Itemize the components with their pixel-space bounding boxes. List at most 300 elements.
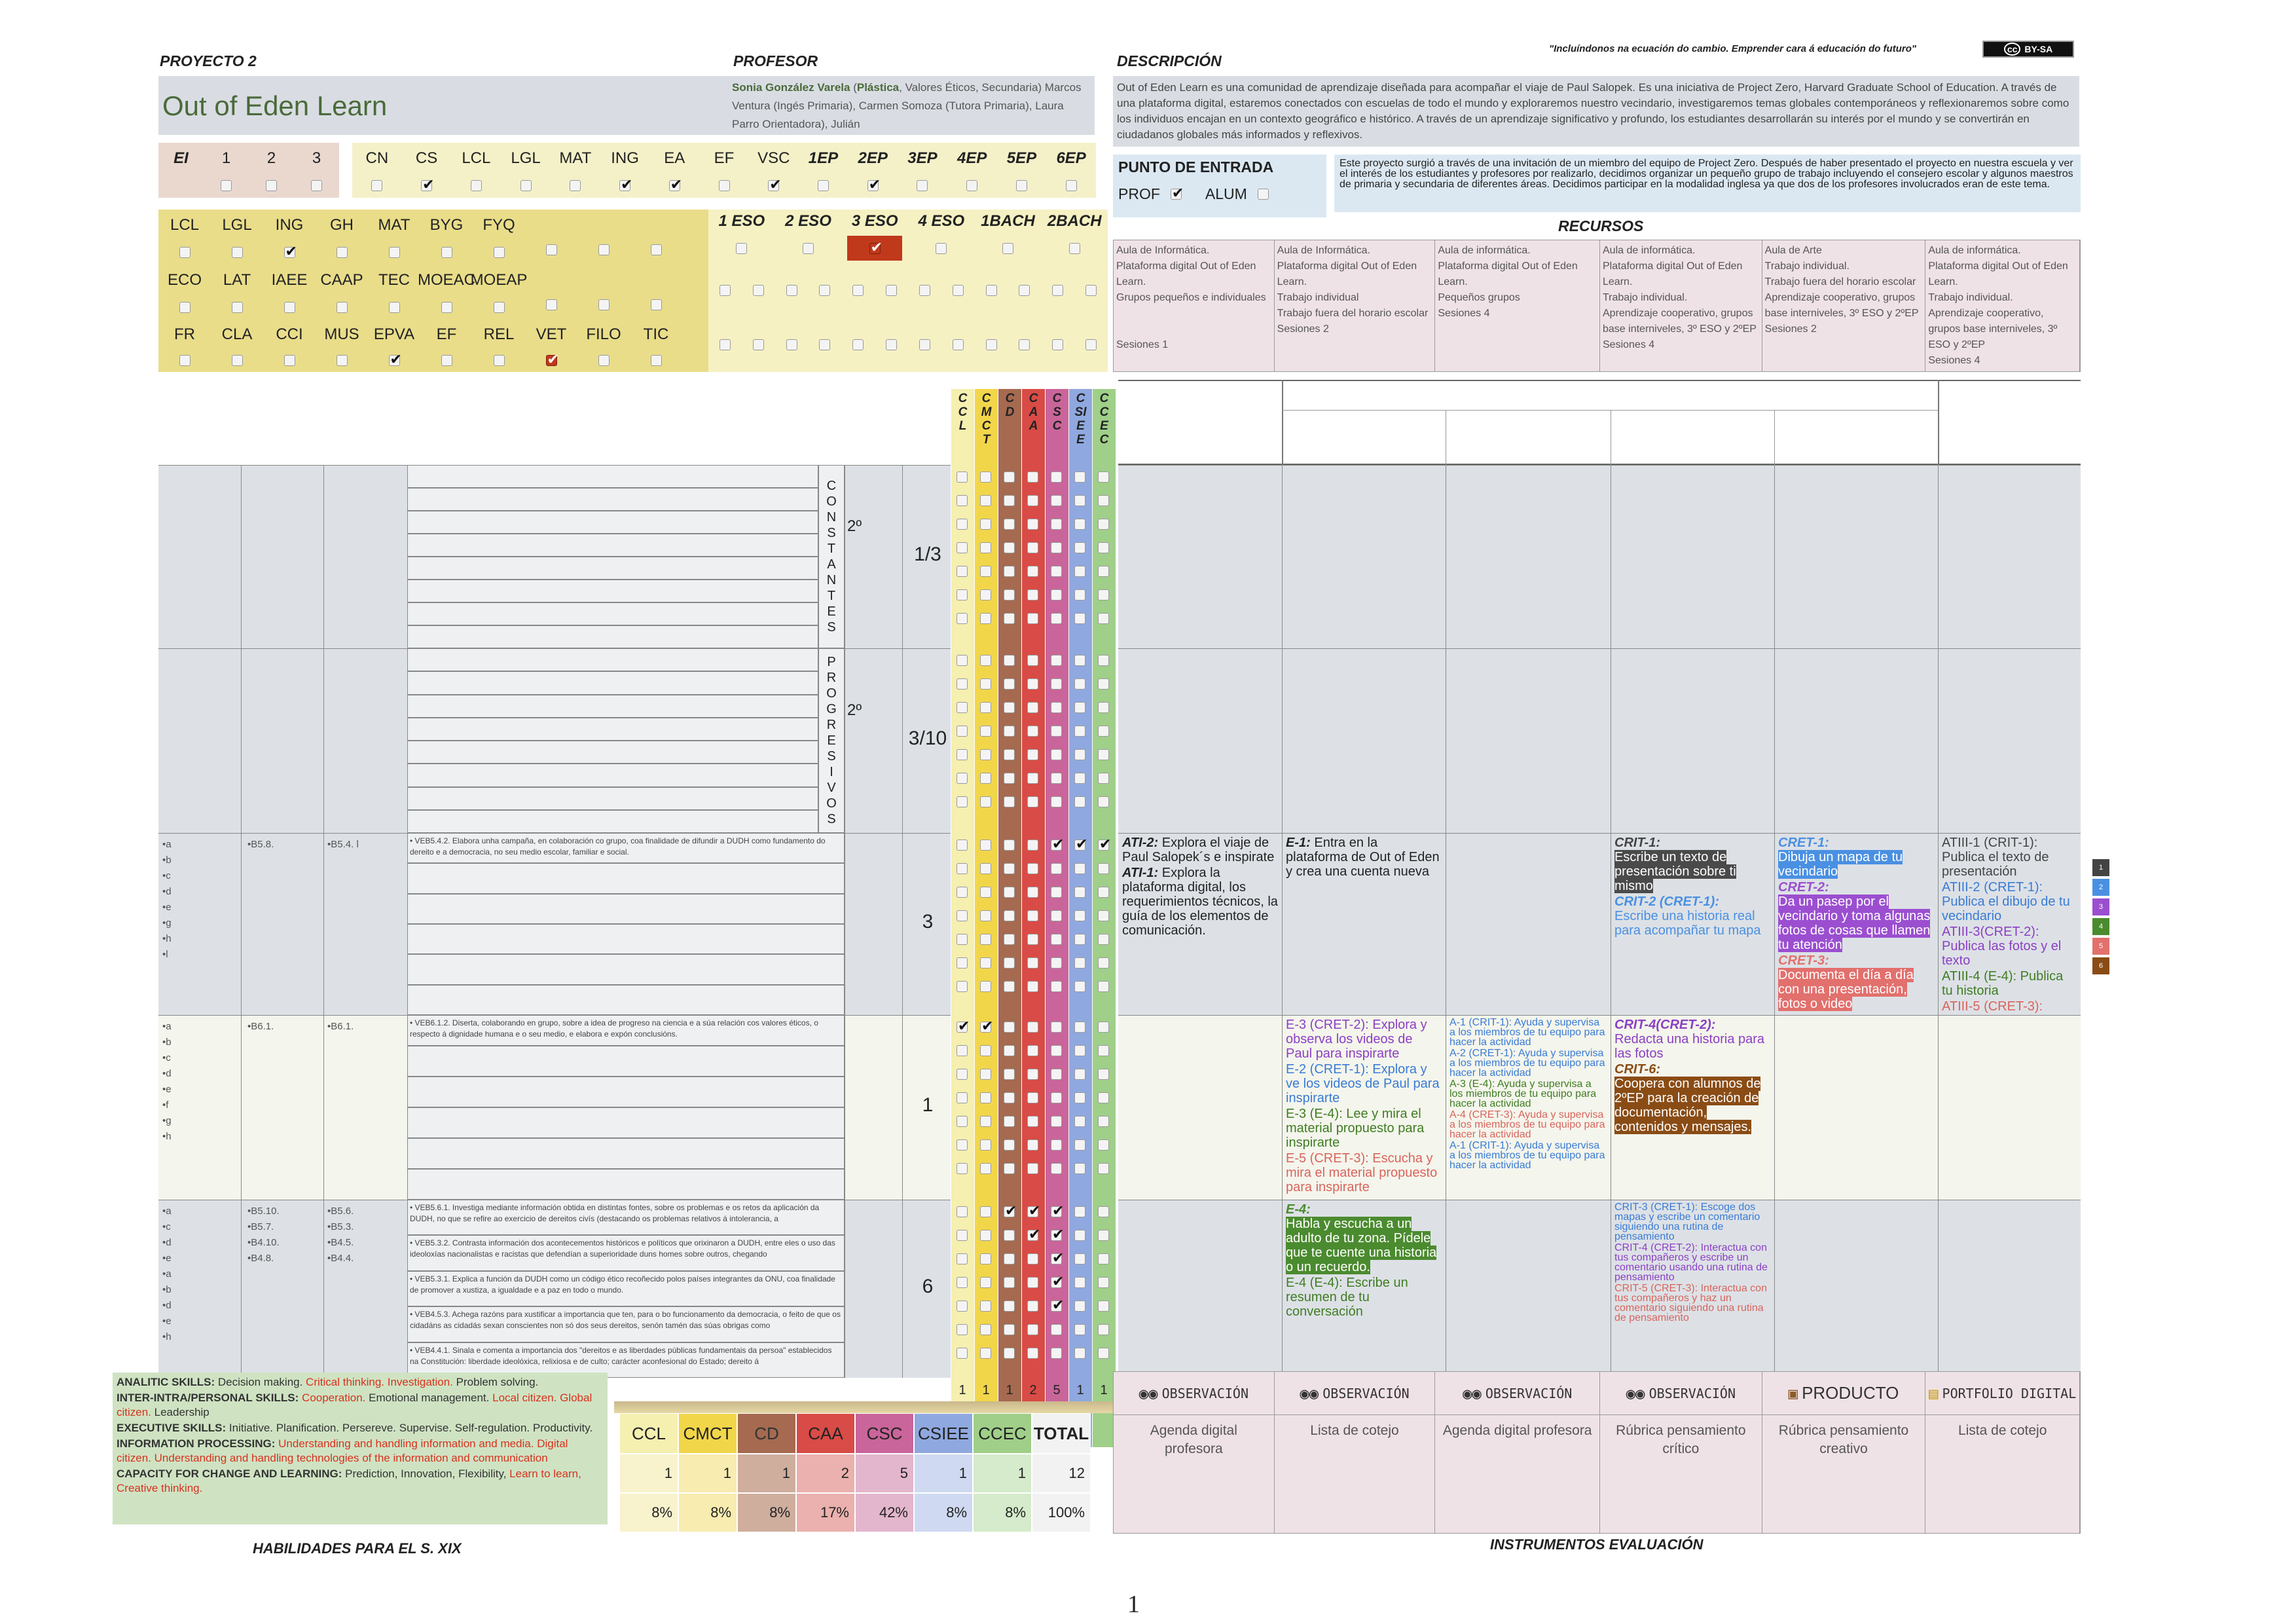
competencia-checkbox[interactable]	[1074, 1277, 1085, 1288]
level-checkbox-empty[interactable]	[753, 285, 764, 296]
competencia-checkbox[interactable]	[1051, 678, 1062, 690]
competencia-checkbox[interactable]	[1098, 863, 1109, 874]
competencia-checkbox[interactable]	[980, 519, 991, 530]
competencia-checkbox[interactable]	[1027, 796, 1038, 807]
competencia-checkbox[interactable]	[1051, 613, 1062, 624]
competencia-checkbox[interactable]	[980, 1348, 991, 1359]
competencia-checkbox[interactable]	[980, 1069, 991, 1080]
subject-checkbox[interactable]	[232, 302, 243, 313]
competencia-checkbox[interactable]	[1004, 1092, 1015, 1103]
competencia-checkbox[interactable]	[1051, 1348, 1062, 1359]
competencia-checkbox[interactable]	[1098, 1324, 1109, 1335]
competencia-checkbox[interactable]	[980, 1253, 991, 1264]
subject-checkbox[interactable]	[232, 355, 243, 366]
competencia-checkbox[interactable]	[957, 1253, 968, 1264]
competencia-checkbox[interactable]	[1004, 655, 1015, 666]
competencia-checkbox[interactable]	[980, 1206, 991, 1217]
competencia-checkbox[interactable]	[1004, 863, 1015, 874]
level-checkbox-empty[interactable]	[720, 285, 731, 296]
competencia-checkbox[interactable]	[1074, 613, 1085, 624]
competencia-checkbox[interactable]	[1098, 1022, 1109, 1033]
competencia-checkbox[interactable]	[1051, 1230, 1062, 1241]
competencia-checkbox[interactable]	[1004, 1230, 1015, 1241]
subject-checkbox[interactable]	[441, 355, 452, 366]
subject-checkbox[interactable]	[719, 180, 730, 191]
level-checkbox-empty[interactable]	[1085, 339, 1097, 350]
level-checkbox-empty[interactable]	[819, 339, 830, 350]
level-checkbox[interactable]	[1069, 243, 1080, 254]
level-checkbox[interactable]	[736, 243, 747, 254]
competencia-checkbox[interactable]	[957, 613, 968, 624]
competencia-checkbox[interactable]	[980, 981, 991, 992]
competencia-checkbox[interactable]	[1027, 1069, 1038, 1080]
competencia-checkbox[interactable]	[1051, 495, 1062, 506]
subject-checkbox[interactable]	[232, 247, 243, 258]
competencia-checkbox[interactable]	[1074, 655, 1085, 666]
level-checkbox-empty[interactable]	[1085, 285, 1097, 296]
competencia-checkbox[interactable]	[1074, 1116, 1085, 1127]
competencia-checkbox[interactable]	[957, 566, 968, 577]
alum-checkbox[interactable]	[1258, 189, 1269, 200]
competencia-checkbox[interactable]	[957, 863, 968, 874]
competencia-checkbox[interactable]	[957, 910, 968, 921]
competencia-checkbox[interactable]	[1004, 519, 1015, 530]
competencia-checkbox[interactable]	[980, 863, 991, 874]
competencia-checkbox[interactable]	[1027, 471, 1038, 483]
level-checkbox-empty[interactable]	[986, 339, 997, 350]
competencia-checkbox[interactable]	[1027, 495, 1038, 506]
competencia-checkbox[interactable]	[980, 840, 991, 851]
subject-checkbox[interactable]	[389, 355, 400, 366]
competencia-checkbox[interactable]	[1051, 566, 1062, 577]
competencia-checkbox[interactable]	[1098, 495, 1109, 506]
competencia-checkbox[interactable]	[1051, 957, 1062, 969]
competencia-checkbox[interactable]	[1051, 1139, 1062, 1151]
competencia-checkbox[interactable]	[1074, 840, 1085, 851]
competencia-checkbox[interactable]	[1051, 749, 1062, 760]
level-checkbox-empty[interactable]	[886, 339, 897, 350]
subject-checkbox[interactable]	[669, 180, 680, 191]
subject-checkbox[interactable]	[441, 302, 452, 313]
competencia-checkbox[interactable]	[1051, 773, 1062, 784]
competencia-checkbox[interactable]	[1051, 1116, 1062, 1127]
competencia-checkbox[interactable]	[1051, 1324, 1062, 1335]
competencia-checkbox[interactable]	[957, 1301, 968, 1312]
competencia-checkbox[interactable]	[957, 1092, 968, 1103]
competencia-checkbox[interactable]	[1004, 1301, 1015, 1312]
competencia-checkbox[interactable]	[980, 613, 991, 624]
competencia-checkbox[interactable]	[1027, 887, 1038, 898]
competencia-checkbox[interactable]	[1027, 1139, 1038, 1151]
competencia-checkbox[interactable]	[1051, 1069, 1062, 1080]
competencia-checkbox[interactable]	[1098, 957, 1109, 969]
competencia-checkbox[interactable]	[1004, 678, 1015, 690]
competencia-checkbox[interactable]	[980, 495, 991, 506]
competencia-checkbox[interactable]	[1051, 1022, 1062, 1033]
competencia-checkbox[interactable]	[1074, 1253, 1085, 1264]
competencia-checkbox[interactable]	[1004, 471, 1015, 483]
subject-checkbox[interactable]	[867, 180, 879, 191]
competencia-checkbox[interactable]	[1027, 1163, 1038, 1174]
competencia-checkbox[interactable]	[1074, 981, 1085, 992]
competencia-checkbox[interactable]	[1004, 773, 1015, 784]
level-checkbox-empty[interactable]	[919, 339, 930, 350]
competencia-checkbox[interactable]	[1004, 796, 1015, 807]
competencia-checkbox[interactable]	[957, 542, 968, 553]
competencia-checkbox[interactable]	[980, 796, 991, 807]
competencia-checkbox[interactable]	[1051, 840, 1062, 851]
competencia-checkbox[interactable]	[1051, 887, 1062, 898]
competencia-checkbox[interactable]	[1027, 957, 1038, 969]
competencia-checkbox[interactable]	[980, 702, 991, 713]
competencia-checkbox[interactable]	[1098, 1348, 1109, 1359]
level-checkbox-empty[interactable]	[919, 285, 930, 296]
competencia-checkbox[interactable]	[1098, 1206, 1109, 1217]
subject-checkbox[interactable]	[520, 180, 532, 191]
subject-checkbox[interactable]	[1066, 180, 1077, 191]
competencia-checkbox[interactable]	[957, 1069, 968, 1080]
competencia-checkbox[interactable]	[1004, 1206, 1015, 1217]
competencia-checkbox[interactable]	[1051, 655, 1062, 666]
competencia-checkbox[interactable]	[1051, 1206, 1062, 1217]
competencia-checkbox[interactable]	[1004, 566, 1015, 577]
subject-checkbox[interactable]	[471, 180, 482, 191]
level-checkbox-empty[interactable]	[953, 339, 964, 350]
subject-checkbox[interactable]	[337, 302, 348, 313]
competencia-checkbox[interactable]	[1004, 495, 1015, 506]
competencia-checkbox[interactable]	[957, 471, 968, 483]
competencia-checkbox[interactable]	[1074, 1230, 1085, 1241]
competencia-checkbox[interactable]	[1074, 1045, 1085, 1056]
competencia-checkbox[interactable]	[1027, 1092, 1038, 1103]
competencia-checkbox[interactable]	[1051, 1301, 1062, 1312]
competencia-checkbox[interactable]	[957, 957, 968, 969]
competencia-checkbox[interactable]	[1074, 957, 1085, 969]
competencia-checkbox[interactable]	[957, 773, 968, 784]
competencia-checkbox[interactable]	[1027, 910, 1038, 921]
competencia-checkbox[interactable]	[1004, 1253, 1015, 1264]
competencia-checkbox[interactable]	[957, 1348, 968, 1359]
competencia-checkbox[interactable]	[1098, 1253, 1109, 1264]
competencia-checkbox[interactable]	[1027, 589, 1038, 600]
competencia-checkbox[interactable]	[1098, 1116, 1109, 1127]
competencia-checkbox[interactable]	[1074, 773, 1085, 784]
competencia-checkbox[interactable]	[1027, 1206, 1038, 1217]
subject-checkbox[interactable]	[494, 302, 505, 313]
competencia-checkbox[interactable]	[1027, 863, 1038, 874]
level-checkbox[interactable]	[936, 243, 947, 254]
competencia-checkbox[interactable]	[1027, 1301, 1038, 1312]
subject-checkbox[interactable]	[494, 247, 505, 258]
competencia-checkbox[interactable]	[1004, 702, 1015, 713]
competencia-checkbox[interactable]	[980, 1092, 991, 1103]
competencia-checkbox[interactable]	[1027, 1230, 1038, 1241]
level-checkbox[interactable]	[869, 243, 881, 254]
competencia-checkbox[interactable]	[1051, 726, 1062, 737]
subject-checkbox-empty[interactable]	[651, 299, 662, 310]
level-checkbox-empty[interactable]	[986, 285, 997, 296]
competencia-checkbox[interactable]	[1027, 1045, 1038, 1056]
subject-checkbox[interactable]	[389, 302, 400, 313]
competencia-checkbox[interactable]	[1074, 863, 1085, 874]
competencia-checkbox[interactable]	[980, 589, 991, 600]
subject-checkbox[interactable]	[546, 355, 557, 366]
competencia-checkbox[interactable]	[980, 773, 991, 784]
competencia-checkbox[interactable]	[957, 1139, 968, 1151]
competencia-checkbox[interactable]	[957, 1206, 968, 1217]
competencia-checkbox[interactable]	[1051, 934, 1062, 945]
subject-checkbox[interactable]	[570, 180, 581, 191]
competencia-checkbox[interactable]	[1098, 1301, 1109, 1312]
competencia-checkbox[interactable]	[1098, 981, 1109, 992]
competencia-checkbox[interactable]	[957, 1163, 968, 1174]
competencia-checkbox[interactable]	[1098, 1277, 1109, 1288]
competencia-checkbox[interactable]	[1051, 702, 1062, 713]
level-checkbox-empty[interactable]	[786, 285, 797, 296]
competencia-checkbox[interactable]	[957, 934, 968, 945]
subject-checkbox[interactable]	[371, 180, 382, 191]
competencia-checkbox[interactable]	[1004, 1277, 1015, 1288]
competencia-checkbox[interactable]	[980, 726, 991, 737]
competencia-checkbox[interactable]	[1004, 981, 1015, 992]
competencia-checkbox[interactable]	[980, 1324, 991, 1335]
competencia-checkbox[interactable]	[1074, 1022, 1085, 1033]
subject-checkbox[interactable]	[768, 180, 779, 191]
competencia-checkbox[interactable]	[1027, 678, 1038, 690]
level-checkbox-empty[interactable]	[720, 339, 731, 350]
competencia-checkbox[interactable]	[1004, 1045, 1015, 1056]
level-checkbox[interactable]	[1002, 243, 1013, 254]
competencia-checkbox[interactable]	[1027, 1324, 1038, 1335]
competencia-checkbox[interactable]	[1051, 863, 1062, 874]
competencia-checkbox[interactable]	[1098, 471, 1109, 483]
competencia-checkbox[interactable]	[957, 655, 968, 666]
competencia-checkbox[interactable]	[1051, 471, 1062, 483]
competencia-checkbox[interactable]	[1098, 589, 1109, 600]
competencia-checkbox[interactable]	[957, 1324, 968, 1335]
level-checkbox-empty[interactable]	[886, 285, 897, 296]
competencia-checkbox[interactable]	[980, 957, 991, 969]
competencia-checkbox[interactable]	[1098, 1045, 1109, 1056]
competencia-checkbox[interactable]	[980, 1022, 991, 1033]
competencia-checkbox[interactable]	[1098, 613, 1109, 624]
competencia-checkbox[interactable]	[980, 934, 991, 945]
competencia-checkbox[interactable]	[1027, 655, 1038, 666]
competencia-checkbox[interactable]	[1004, 589, 1015, 600]
level-checkbox[interactable]	[803, 243, 814, 254]
level-checkbox-empty[interactable]	[852, 339, 864, 350]
subject-checkbox[interactable]	[421, 180, 432, 191]
competencia-checkbox[interactable]	[1098, 1069, 1109, 1080]
level-checkbox-empty[interactable]	[953, 285, 964, 296]
competencia-checkbox[interactable]	[1004, 1139, 1015, 1151]
competencia-checkbox[interactable]	[1098, 519, 1109, 530]
competencia-checkbox[interactable]	[1074, 749, 1085, 760]
competencia-checkbox[interactable]	[1004, 1116, 1015, 1127]
competencia-checkbox[interactable]	[957, 495, 968, 506]
subject-checkbox[interactable]	[441, 247, 452, 258]
subject-checkbox[interactable]	[389, 247, 400, 258]
competencia-checkbox[interactable]	[1027, 519, 1038, 530]
competencia-checkbox[interactable]	[980, 1163, 991, 1174]
level-checkbox-empty[interactable]	[852, 285, 864, 296]
competencia-checkbox[interactable]	[1074, 589, 1085, 600]
competencia-checkbox[interactable]	[1027, 1253, 1038, 1264]
subject-checkbox[interactable]	[818, 180, 829, 191]
competencia-checkbox[interactable]	[1074, 1163, 1085, 1174]
competencia-checkbox[interactable]	[1027, 726, 1038, 737]
competencia-checkbox[interactable]	[980, 678, 991, 690]
competencia-checkbox[interactable]	[980, 887, 991, 898]
competencia-checkbox[interactable]	[1074, 1092, 1085, 1103]
competencia-checkbox[interactable]	[980, 566, 991, 577]
competencia-checkbox[interactable]	[1004, 840, 1015, 851]
competencia-checkbox[interactable]	[1051, 1163, 1062, 1174]
competencia-checkbox[interactable]	[980, 1045, 991, 1056]
competencia-checkbox[interactable]	[1051, 589, 1062, 600]
competencia-checkbox[interactable]	[1098, 887, 1109, 898]
competencia-checkbox[interactable]	[1074, 566, 1085, 577]
competencia-checkbox[interactable]	[957, 1230, 968, 1241]
competencia-checkbox[interactable]	[1098, 726, 1109, 737]
competencia-checkbox[interactable]	[1098, 566, 1109, 577]
competencia-checkbox[interactable]	[1074, 542, 1085, 553]
competencia-checkbox[interactable]	[1074, 887, 1085, 898]
competencia-checkbox[interactable]	[1074, 910, 1085, 921]
competencia-checkbox[interactable]	[1051, 542, 1062, 553]
subject-checkbox-empty[interactable]	[546, 299, 557, 310]
competencia-checkbox[interactable]	[980, 910, 991, 921]
competencia-checkbox[interactable]	[1074, 1324, 1085, 1335]
competencia-checkbox[interactable]	[957, 1116, 968, 1127]
competencia-checkbox[interactable]	[1004, 726, 1015, 737]
subject-checkbox[interactable]	[917, 180, 928, 191]
competencia-checkbox[interactable]	[957, 1277, 968, 1288]
competencia-checkbox[interactable]	[1074, 1301, 1085, 1312]
ei-level-checkbox[interactable]	[311, 180, 322, 191]
competencia-checkbox[interactable]	[1051, 981, 1062, 992]
level-checkbox-empty[interactable]	[786, 339, 797, 350]
competencia-checkbox[interactable]	[980, 1301, 991, 1312]
competencia-checkbox[interactable]	[1098, 796, 1109, 807]
competencia-checkbox[interactable]	[1074, 519, 1085, 530]
competencia-checkbox[interactable]	[980, 1139, 991, 1151]
competencia-checkbox[interactable]	[957, 749, 968, 760]
competencia-checkbox[interactable]	[1074, 934, 1085, 945]
competencia-checkbox[interactable]	[980, 1277, 991, 1288]
competencia-checkbox[interactable]	[1004, 1163, 1015, 1174]
competencia-checkbox[interactable]	[1098, 1139, 1109, 1151]
competencia-checkbox[interactable]	[1027, 1022, 1038, 1033]
competencia-checkbox[interactable]	[1098, 934, 1109, 945]
level-checkbox-empty[interactable]	[819, 285, 830, 296]
level-checkbox-empty[interactable]	[753, 339, 764, 350]
subject-checkbox[interactable]	[598, 355, 610, 366]
competencia-checkbox[interactable]	[1098, 910, 1109, 921]
subject-checkbox[interactable]	[179, 247, 191, 258]
competencia-checkbox[interactable]	[1027, 749, 1038, 760]
competencia-checkbox[interactable]	[1027, 981, 1038, 992]
competencia-checkbox[interactable]	[980, 471, 991, 483]
level-checkbox-empty[interactable]	[1019, 285, 1030, 296]
competencia-checkbox[interactable]	[1027, 1116, 1038, 1127]
competencia-checkbox[interactable]	[1074, 726, 1085, 737]
competencia-checkbox[interactable]	[1004, 1069, 1015, 1080]
competencia-checkbox[interactable]	[1004, 957, 1015, 969]
competencia-checkbox[interactable]	[1098, 1092, 1109, 1103]
competencia-checkbox[interactable]	[1004, 613, 1015, 624]
ei-level-checkbox[interactable]	[266, 180, 277, 191]
competencia-checkbox[interactable]	[980, 1116, 991, 1127]
competencia-checkbox[interactable]	[957, 589, 968, 600]
subject-checkbox[interactable]	[337, 247, 348, 258]
competencia-checkbox[interactable]	[1027, 542, 1038, 553]
competencia-checkbox[interactable]	[1004, 934, 1015, 945]
competencia-checkbox[interactable]	[1098, 1230, 1109, 1241]
prof-checkbox[interactable]	[1171, 189, 1182, 200]
competencia-checkbox[interactable]	[957, 981, 968, 992]
competencia-checkbox[interactable]	[957, 1022, 968, 1033]
competencia-checkbox[interactable]	[1004, 749, 1015, 760]
competencia-checkbox[interactable]	[980, 749, 991, 760]
competencia-checkbox[interactable]	[1051, 910, 1062, 921]
competencia-checkbox[interactable]	[1098, 542, 1109, 553]
competencia-checkbox[interactable]	[1027, 1277, 1038, 1288]
competencia-checkbox[interactable]	[1098, 840, 1109, 851]
competencia-checkbox[interactable]	[980, 542, 991, 553]
competencia-checkbox[interactable]	[1027, 702, 1038, 713]
level-checkbox-empty[interactable]	[1052, 285, 1063, 296]
competencia-checkbox[interactable]	[1074, 1348, 1085, 1359]
competencia-checkbox[interactable]	[1027, 840, 1038, 851]
competencia-checkbox[interactable]	[1051, 519, 1062, 530]
subject-checkbox[interactable]	[619, 180, 630, 191]
subject-checkbox[interactable]	[651, 355, 662, 366]
competencia-checkbox[interactable]	[957, 519, 968, 530]
competencia-checkbox[interactable]	[1098, 773, 1109, 784]
competencia-checkbox[interactable]	[1074, 796, 1085, 807]
subject-checkbox-empty[interactable]	[651, 244, 662, 255]
competencia-checkbox[interactable]	[1074, 678, 1085, 690]
competencia-checkbox[interactable]	[1027, 934, 1038, 945]
competencia-checkbox[interactable]	[957, 702, 968, 713]
subject-checkbox[interactable]	[966, 180, 977, 191]
competencia-checkbox[interactable]	[1098, 1163, 1109, 1174]
competencia-checkbox[interactable]	[1027, 566, 1038, 577]
competencia-checkbox[interactable]	[957, 1045, 968, 1056]
competencia-checkbox[interactable]	[1074, 1139, 1085, 1151]
competencia-checkbox[interactable]	[1004, 910, 1015, 921]
subject-checkbox[interactable]	[284, 247, 295, 258]
competencia-checkbox[interactable]	[1098, 702, 1109, 713]
competencia-checkbox[interactable]	[1004, 887, 1015, 898]
competencia-checkbox[interactable]	[1051, 796, 1062, 807]
competencia-checkbox[interactable]	[1098, 749, 1109, 760]
competencia-checkbox[interactable]	[1074, 471, 1085, 483]
competencia-checkbox[interactable]	[1004, 542, 1015, 553]
competencia-checkbox[interactable]	[1051, 1045, 1062, 1056]
competencia-checkbox[interactable]	[1074, 702, 1085, 713]
competencia-checkbox[interactable]	[957, 887, 968, 898]
competencia-checkbox[interactable]	[1051, 1253, 1062, 1264]
competencia-checkbox[interactable]	[1074, 1069, 1085, 1080]
competencia-checkbox[interactable]	[1004, 1022, 1015, 1033]
competencia-checkbox[interactable]	[1098, 678, 1109, 690]
competencia-checkbox[interactable]	[957, 840, 968, 851]
competencia-checkbox[interactable]	[1051, 1092, 1062, 1103]
competencia-checkbox[interactable]	[1051, 1277, 1062, 1288]
subject-checkbox[interactable]	[494, 355, 505, 366]
